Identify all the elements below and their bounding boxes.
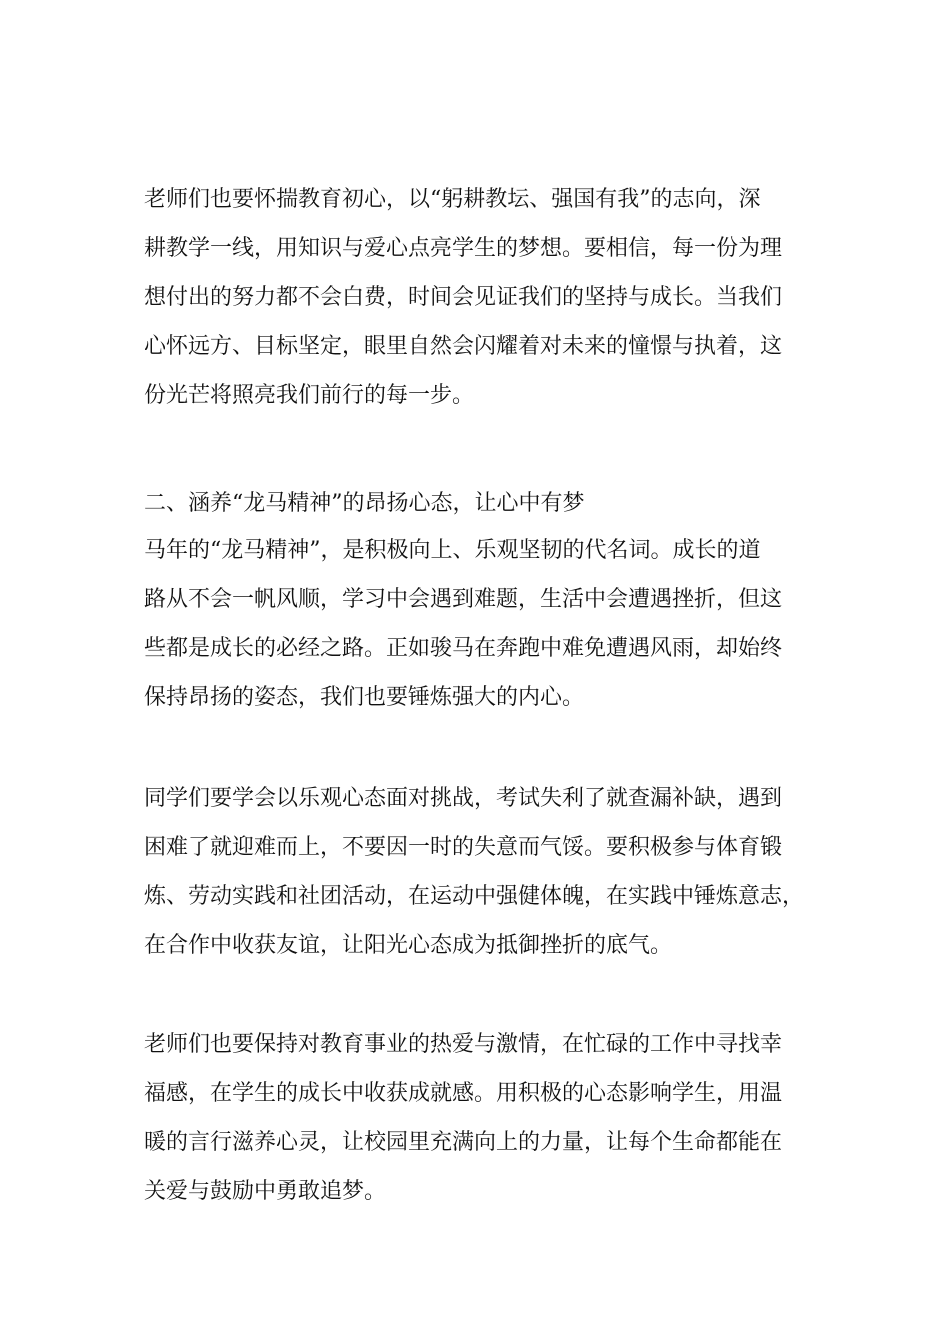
paragraph-line: 同学们要学会以乐观心态面对挑战，考试失利了就查漏补缺，遇到 bbox=[144, 786, 783, 811]
paragraph-line: 老师们也要保持对教育事业的热爱与激情，在忙碌的工作中寻找幸 bbox=[144, 1032, 783, 1057]
paragraph-teachers-passion bbox=[144, 1020, 824, 1216]
section-heading bbox=[144, 482, 824, 526]
paragraph-line: 暖的言行滋养心灵，让校园里充满向上的力量，让每个生命都能在 bbox=[144, 1130, 783, 1155]
paragraph-line: 关爱与鼓励中勇敢追梦。 bbox=[144, 1179, 387, 1204]
paragraph-line: 困难了就迎难而上，不要因一时的失意而气馁。要积极参与体育锻 bbox=[144, 835, 783, 860]
paragraph-line: 心怀远方、目标坚定，眼里自然会闪耀着对未来的憧憬与执着，这 bbox=[144, 334, 783, 359]
paragraph-line: 在合作中收获友谊，让阳光心态成为抵御挫折的底气。 bbox=[144, 933, 673, 958]
section-heading-text: 二、涵养“龙马精神”的昂扬心态，让心中有梦 bbox=[144, 491, 585, 516]
paragraph-line: 保持昂扬的姿态，我们也要锤炼强大的内心。 bbox=[144, 685, 585, 710]
paragraph-line: 炼、劳动实践和社团活动，在运动中强健体魄，在实践中锤炼意志， bbox=[144, 884, 805, 909]
paragraph-teachers-original-aspiration bbox=[144, 175, 824, 420]
paragraph-line: 耕教学一线，用知识与爱心点亮学生的梦想。要相信，每一份为理 bbox=[144, 236, 783, 261]
paragraph-line: 份光芒将照亮我们前行的每一步。 bbox=[144, 383, 475, 408]
paragraph-line: 福感，在学生的成长中收获成就感。用积极的心态影响学生，用温 bbox=[144, 1081, 783, 1106]
paragraph-dragon-horse-spirit bbox=[144, 526, 824, 722]
paragraph-line: 马年的“龙马精神”，是积极向上、乐观坚韧的代名词。成长的道 bbox=[144, 538, 761, 563]
paragraph-students-optimism bbox=[144, 774, 824, 970]
paragraph-line: 想付出的努力都不会白费，时间会见证我们的坚持与成长。当我们 bbox=[144, 285, 783, 310]
paragraph-line: 老师们也要怀揣教育初心，以“躬耕教坛、强国有我”的志向，深 bbox=[144, 187, 761, 212]
paragraph-line: 路从不会一帆风顺，学习中会遇到难题，生活中会遭遇挫折，但这 bbox=[144, 587, 783, 612]
paragraph-line: 些都是成长的必经之路。正如骏马在奔跑中难免遭遇风雨，却始终 bbox=[144, 636, 783, 661]
